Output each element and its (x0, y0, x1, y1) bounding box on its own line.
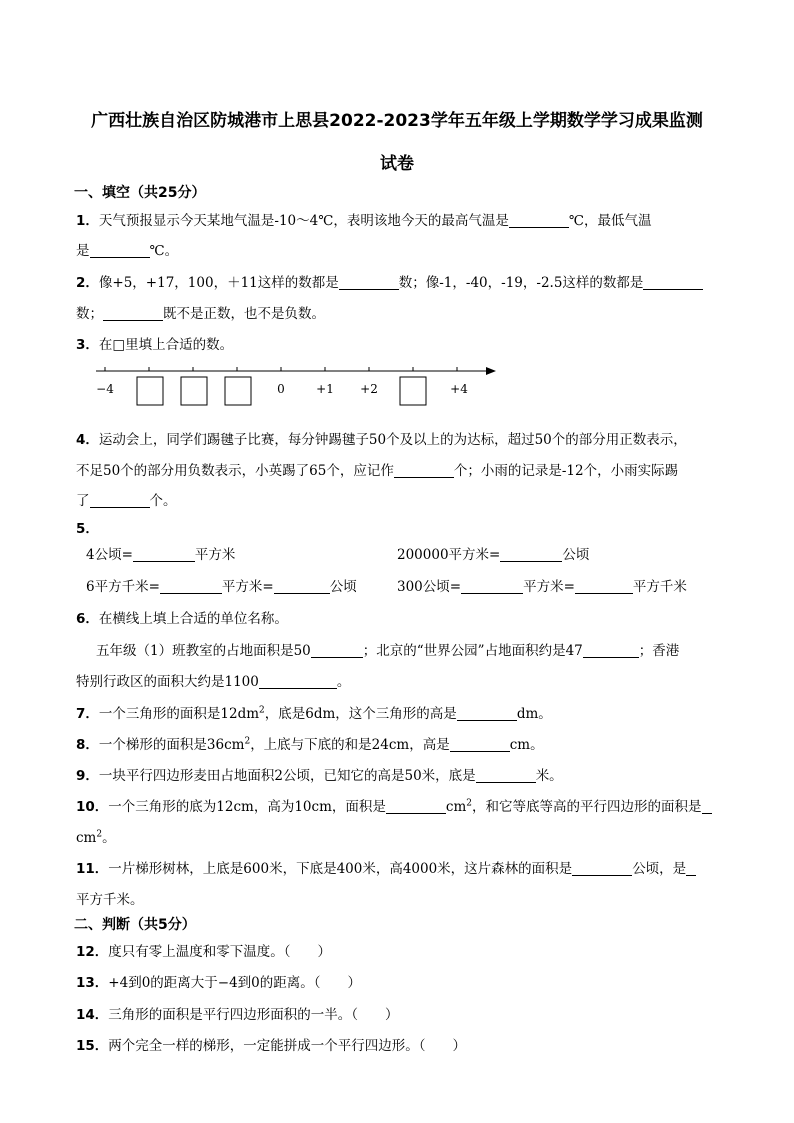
number-line-label: 0 (277, 382, 285, 396)
q8-superscript: 2 (244, 736, 251, 747)
q5-item-c (86, 575, 357, 595)
answer-blank[interactable] (461, 579, 523, 594)
q7-text-a: 一个三角形的面积是12dm (98, 706, 260, 722)
title-line-1: 广西壮族自治区防城港市上思县2022-2023学年五年级上学期数学学习成果监测 (91, 111, 703, 131)
q1-text-a: 天气预报显示今天某地气温是-10～4℃，表明该地今天的最高气温是 (98, 213, 509, 229)
q5-item-d (397, 575, 687, 595)
question-number: 8． (76, 737, 99, 753)
q4-text-d: 了 (76, 493, 90, 509)
section-2-heading: 二、判断（共5分） (74, 917, 196, 933)
answer-blank[interactable] (133, 547, 195, 562)
question-3-line (76, 333, 233, 353)
answer-blank[interactable] (509, 213, 569, 228)
q5-d-unit: 平方千米 (632, 579, 687, 595)
question-number: 9． (76, 768, 99, 784)
question-9-line (76, 764, 563, 784)
answer-blank[interactable] (572, 861, 632, 876)
q13-text: +4到0的距离大于−4到0的距离。（ ） (108, 975, 362, 991)
answer-blank[interactable] (386, 799, 446, 814)
number-line-label: −4 (96, 382, 114, 396)
q6-text-e: 。 (336, 674, 351, 690)
q4-text-c: 个；小雨的记录是-12个，小雨实际踢 (453, 463, 679, 479)
number-line-ticks (105, 367, 457, 371)
q5-b-unit: 公顷 (562, 547, 590, 563)
q8-text-c: cm。 (509, 737, 544, 753)
question-11-line-2 (76, 888, 144, 908)
q10-superscript-2: 2 (96, 829, 103, 840)
q9-text-a: 一块平行四边形麦田占地面积2公顷，已知它的高是50米，底是 (98, 768, 476, 784)
number-line-label: +2 (360, 382, 378, 396)
section-1-heading: 一、填空（共25分） (74, 185, 206, 201)
q10-text-e: 。 (102, 830, 116, 846)
q2-text-b: 数；像-1，-40，-19，-2.5这样的数都是 (398, 275, 644, 291)
answer-blank[interactable] (500, 547, 562, 562)
answer-box[interactable] (137, 377, 163, 405)
question-4-line-3 (76, 489, 177, 509)
answer-box[interactable] (400, 377, 426, 405)
answer-blank[interactable] (311, 643, 363, 658)
q1-text-c: 是 (76, 243, 90, 259)
question-11-line-1 (76, 857, 696, 877)
q5-b-text: 200000平方米= (397, 547, 501, 563)
q1-text-b: ℃，最低气温 (568, 213, 652, 229)
number-line-label: +4 (450, 382, 468, 396)
question-12-line (76, 940, 331, 960)
q6-text-c: ；香港 (638, 643, 680, 659)
q7-superscript: 2 (259, 705, 265, 716)
question-5-line (76, 517, 99, 537)
question-10-line-1 (76, 795, 712, 815)
question-10-line-2 (76, 826, 116, 846)
q2-text-a: 像+5，+17，100，＋11这样的数都是 (98, 275, 339, 291)
q7-text-b: ，底是6dm，这个三角形的高是 (264, 706, 457, 722)
answer-blank[interactable] (274, 579, 330, 594)
q8-text-a: 一个梯形的面积是36cm (98, 737, 245, 753)
question-6-line-2 (96, 639, 679, 659)
title-line-2: 试卷 (380, 154, 414, 174)
answer-blank[interactable] (339, 275, 399, 290)
q5-a-text: 4公顷= (86, 547, 133, 563)
answer-blank[interactable] (450, 737, 510, 752)
question-2-line-1 (76, 271, 703, 291)
q7-text-c: dm。 (516, 706, 552, 722)
q15-text: 两个完全一样的梯形，一定能拼成一个平行四边形。（ ） (108, 1038, 467, 1054)
answer-blank[interactable] (160, 579, 222, 594)
question-2-line-2 (76, 302, 325, 322)
question-number: 7． (76, 706, 99, 722)
answer-blank[interactable] (90, 243, 150, 258)
question-number: 6． (76, 611, 99, 627)
question-7-line (76, 702, 552, 722)
q4-text-b: 不足50个的部分用负数表示，小英踢了65个，应记作 (76, 463, 394, 479)
answer-blank[interactable] (643, 275, 703, 290)
q5-item-a (86, 543, 235, 563)
q8-text-b: ，上底与下底的和是24cm，高是 (250, 737, 450, 753)
q10-text-b: cm (445, 799, 467, 815)
question-4-line-1 (76, 428, 687, 448)
question-number: 11． (76, 861, 109, 877)
q10-text-c: ，和它等底等高的平行四边形的面积是 (472, 799, 702, 815)
q6-text-b: ；北京的“世界公园”占地面积约是47 (362, 643, 583, 659)
q5-c-mid: 平方米= (221, 579, 274, 595)
question-number: 2． (76, 275, 99, 291)
answer-blank[interactable] (457, 706, 517, 721)
question-number: 3． (76, 337, 99, 353)
q2-text-d: 既不是正数，也不是负数。 (163, 306, 325, 322)
question-number: 13． (76, 975, 109, 991)
q11-text-a: 一片梯形树林，上底是600米，下底是400米，高4000米，这片森林的面积是 (108, 861, 573, 877)
q14-text: 三角形的面积是平行四边形面积的一半。（ ） (108, 1007, 399, 1023)
q1-text-d: ℃。 (149, 243, 179, 259)
answer-blank[interactable] (90, 493, 150, 508)
question-8-line (76, 733, 544, 753)
question-number: 1． (76, 213, 99, 229)
answer-blank[interactable] (575, 579, 633, 594)
question-1-line-1 (76, 209, 651, 229)
question-13-line (76, 971, 361, 991)
q10-superscript: 2 (466, 798, 472, 809)
question-14-line (76, 1003, 399, 1023)
number-line-label: +1 (316, 382, 334, 396)
q5-d-text: 300公顷= (397, 579, 462, 595)
answer-box[interactable] (181, 377, 207, 405)
answer-blank[interactable] (103, 306, 163, 321)
q5-c-unit: 公顷 (329, 579, 357, 595)
q5-item-b (397, 543, 589, 563)
answer-blank[interactable] (259, 674, 337, 689)
question-number: 15． (76, 1038, 109, 1054)
q3-text: 在□里填上合适的数。 (98, 337, 234, 353)
q6-text-a: 五年级（1）班教室的占地面积是50 (96, 643, 311, 659)
answer-blank[interactable] (583, 643, 639, 658)
number-line-arrow-icon (486, 367, 496, 375)
question-6-line-1 (76, 607, 288, 627)
question-number: 14． (76, 1007, 109, 1023)
q11-text-c: 平方千米。 (76, 892, 144, 908)
question-4-line-2 (76, 459, 678, 479)
answer-blank[interactable] (394, 463, 454, 478)
q9-text-b: 米。 (535, 768, 563, 784)
q4-text-e: 个。 (149, 493, 177, 509)
number-line-figure (0, 358, 794, 418)
answer-box[interactable] (225, 377, 251, 405)
question-number: 5． (76, 521, 99, 537)
question-1-line-2 (76, 239, 178, 259)
question-number: 12． (76, 944, 109, 960)
q5-c-text: 6平方千米= (86, 579, 160, 595)
q10-text-d: cm (76, 830, 97, 846)
q5-a-unit: 平方米 (194, 547, 236, 563)
q6-text-d: 特别行政区的面积大约是1100 (76, 674, 259, 690)
q10-text-a: 一个三角形的底为12cm，高为10cm，面积是 (108, 799, 386, 815)
answer-blank[interactable] (702, 799, 712, 814)
q6-text: 在横线上填上合适的单位名称。 (98, 611, 288, 627)
q12-text: 度只有零上温度和零下温度。（ ） (108, 944, 332, 960)
q5-d-mid: 平方米= (523, 579, 575, 595)
question-number: 4． (76, 432, 99, 448)
question-15-line (76, 1034, 466, 1054)
question-6-line-3 (76, 670, 350, 690)
q11-text-b: 公顷，是 (632, 861, 687, 877)
answer-blank[interactable] (476, 768, 536, 783)
question-number: 10． (76, 799, 109, 815)
answer-blank[interactable] (686, 861, 696, 876)
q4-text-a: 运动会上，同学们踢毽子比赛，每分钟踢毽子50个及以上的为达标，超过50个的部分用正数表示， (98, 432, 687, 448)
q2-text-c: 数； (76, 306, 103, 322)
